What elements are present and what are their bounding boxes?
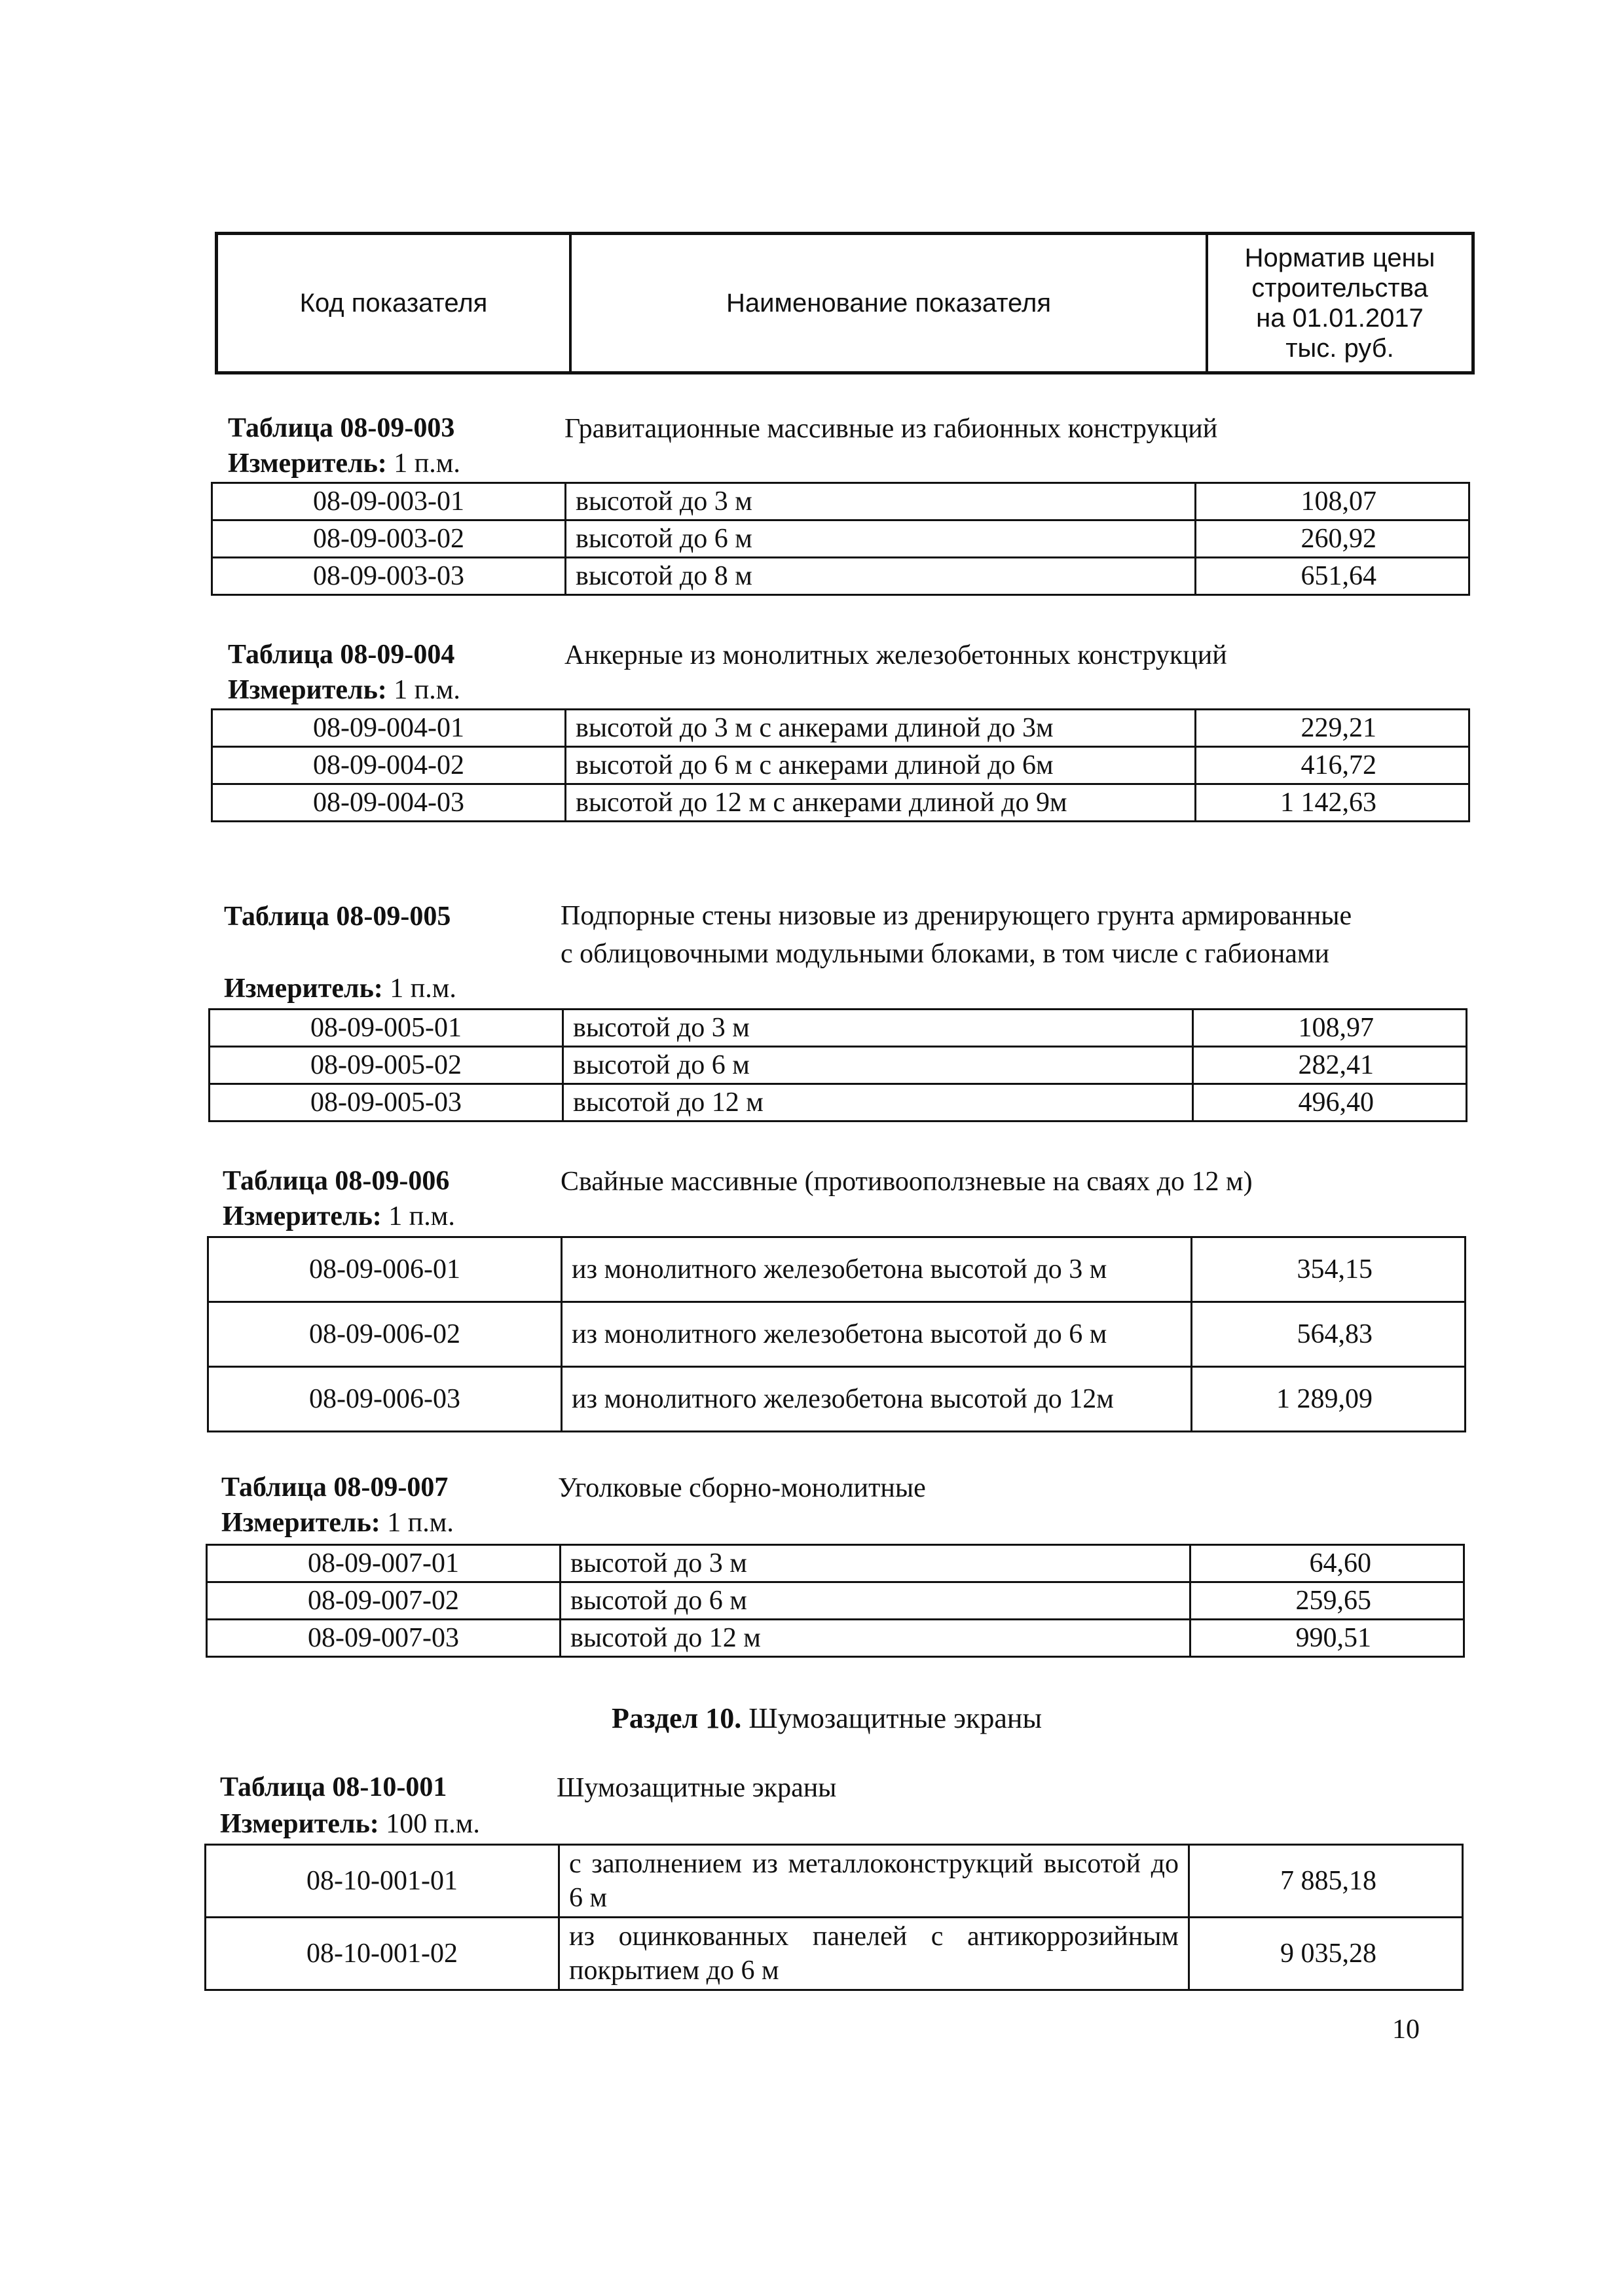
header-price-line: Норматив цены xyxy=(1244,244,1435,272)
unit-value: 1 п.м. xyxy=(390,974,456,1004)
table-label: Таблица 08-09-007 xyxy=(221,1472,449,1503)
data-table xyxy=(211,708,1470,822)
table-label: Таблица 08-09-003 xyxy=(228,413,455,443)
row-value: 416,72 xyxy=(1196,747,1469,784)
table-label: Таблица 08-10-001 xyxy=(220,1772,447,1802)
row-code: 08-09-003-02 xyxy=(212,520,566,558)
table-unit xyxy=(228,674,460,706)
table-row xyxy=(206,1845,1463,1918)
table-title-line: Подпорные стены низовые из дренирующего грунта армированные xyxy=(561,901,1352,931)
row-name: высотой до 8 м xyxy=(566,558,1196,595)
row-code: 08-09-005-01 xyxy=(210,1010,563,1047)
table-label: Таблица 08-09-004 xyxy=(228,640,455,670)
row-code: 08-09-003-03 xyxy=(212,558,566,595)
section-label: Раздел 10. xyxy=(612,1702,742,1734)
table-row xyxy=(210,1084,1467,1121)
header-col-price xyxy=(1208,235,1471,371)
table-row xyxy=(212,520,1469,558)
row-code: 08-09-004-03 xyxy=(212,784,566,822)
table-row xyxy=(208,1302,1466,1367)
row-name: высотой до 3 м xyxy=(561,1545,1190,1582)
row-code: 08-09-007-01 xyxy=(207,1545,561,1582)
row-value: 108,07 xyxy=(1196,483,1469,520)
table-unit xyxy=(221,1507,454,1539)
table-row xyxy=(212,483,1469,520)
data-table xyxy=(208,1008,1467,1122)
data-table xyxy=(211,482,1470,596)
row-value: 259,65 xyxy=(1190,1582,1464,1620)
table-row xyxy=(208,1237,1466,1302)
row-value: 9 035,28 xyxy=(1189,1918,1463,1990)
table-title: Шумозащитные экраны xyxy=(557,1773,837,1803)
row-name: из монолитного железобетона высотой до 12м xyxy=(562,1367,1192,1432)
table-label: Таблица 08-09-006 xyxy=(223,1166,450,1196)
table-unit xyxy=(223,1201,455,1232)
table-row xyxy=(212,558,1469,595)
row-code: 08-09-007-02 xyxy=(207,1582,561,1620)
row-name: высотой до 12 м xyxy=(561,1620,1190,1657)
row-name: с заполнением из металлоконструкций высотой до 6 м xyxy=(559,1845,1189,1918)
row-code: 08-09-005-03 xyxy=(210,1084,563,1121)
row-code: 08-09-004-01 xyxy=(212,710,566,747)
table-row xyxy=(212,784,1469,822)
unit-label: Измеритель: xyxy=(220,1809,379,1839)
header-price-line: строительства xyxy=(1251,274,1428,302)
row-name: высотой до 12 м с анкерами длиной до 9м xyxy=(566,784,1196,822)
header-price-line: тыс. руб. xyxy=(1285,334,1394,363)
table-row xyxy=(210,1010,1467,1047)
unit-label: Измеритель: xyxy=(224,974,383,1004)
data-table xyxy=(204,1844,1464,1991)
row-value: 564,83 xyxy=(1192,1302,1466,1367)
row-value: 1 289,09 xyxy=(1192,1367,1466,1432)
unit-label: Измеритель: xyxy=(221,1508,380,1538)
table-title: Уголковые сборно-монолитные xyxy=(558,1473,926,1503)
unit-value: 1 п.м. xyxy=(388,1201,455,1231)
page-number: 10 xyxy=(1392,2014,1420,2045)
table-unit xyxy=(228,448,460,479)
unit-label: Измеритель: xyxy=(228,448,387,479)
row-code: 08-09-003-01 xyxy=(212,483,566,520)
row-value: 260,92 xyxy=(1196,520,1469,558)
table-row xyxy=(207,1545,1464,1582)
table-row xyxy=(208,1367,1466,1432)
table-title: Свайные массивные (противооползневые на сваях до 12 м) xyxy=(561,1167,1253,1197)
row-value: 354,15 xyxy=(1192,1237,1466,1302)
row-code: 08-10-001-02 xyxy=(206,1918,559,1990)
table-row xyxy=(210,1047,1467,1084)
row-name: высотой до 6 м xyxy=(563,1047,1193,1084)
row-name: высотой до 6 м xyxy=(561,1582,1190,1620)
header-col-code: Код показателя xyxy=(218,235,572,371)
table-unit xyxy=(220,1808,480,1840)
unit-value: 100 п.м. xyxy=(386,1809,480,1839)
unit-label: Измеритель: xyxy=(228,675,387,705)
table-row xyxy=(207,1620,1464,1657)
row-value: 1 142,63 xyxy=(1196,784,1469,822)
row-name: высотой до 12 м xyxy=(563,1084,1193,1121)
row-name: высотой до 3 м xyxy=(563,1010,1193,1047)
data-table xyxy=(206,1544,1465,1658)
section-title: Шумозащитные экраны xyxy=(748,1702,1043,1734)
table-label: Таблица 08-09-005 xyxy=(224,902,451,932)
table-row xyxy=(207,1582,1464,1620)
unit-value: 1 п.м. xyxy=(387,1508,454,1538)
header-col-name: Наименование показателя xyxy=(572,235,1208,371)
row-name: высотой до 3 м с анкерами длиной до 3м xyxy=(566,710,1196,747)
row-value: 990,51 xyxy=(1190,1620,1464,1657)
row-value: 282,41 xyxy=(1193,1047,1467,1084)
row-value: 651,64 xyxy=(1196,558,1469,595)
row-name: высотой до 6 м с анкерами длиной до 6м xyxy=(566,747,1196,784)
row-code: 08-09-007-03 xyxy=(207,1620,561,1657)
unit-value: 1 п.м. xyxy=(394,448,460,479)
row-code: 08-09-004-02 xyxy=(212,747,566,784)
table-title: Гравитационные массивные из габионных конструкций xyxy=(564,414,1218,444)
row-code: 08-10-001-01 xyxy=(206,1845,559,1918)
section-heading xyxy=(612,1702,1042,1735)
row-value: 108,97 xyxy=(1193,1010,1467,1047)
row-value: 64,60 xyxy=(1190,1545,1464,1582)
row-code: 08-09-005-02 xyxy=(210,1047,563,1084)
table-unit xyxy=(224,973,456,1004)
data-table xyxy=(207,1236,1466,1432)
row-name: из монолитного железобетона высотой до 6 м xyxy=(562,1302,1192,1367)
table-row xyxy=(206,1918,1463,1990)
unit-value: 1 п.м. xyxy=(394,675,460,705)
row-name: из монолитного железобетона высотой до 3 м xyxy=(562,1237,1192,1302)
row-value: 496,40 xyxy=(1193,1084,1467,1121)
unit-label: Измеритель: xyxy=(223,1201,382,1231)
row-code: 08-09-006-01 xyxy=(208,1237,562,1302)
row-code: 08-09-006-03 xyxy=(208,1367,562,1432)
table-row xyxy=(212,747,1469,784)
row-value: 229,21 xyxy=(1196,710,1469,747)
row-name: высотой до 3 м xyxy=(566,483,1196,520)
table-title-line: с облицовочными модульными блоками, в том числе с габионами xyxy=(561,939,1329,969)
row-code: 08-09-006-02 xyxy=(208,1302,562,1367)
header-price-line: на 01.01.2017 xyxy=(1256,304,1424,333)
row-name: высотой до 6 м xyxy=(566,520,1196,558)
header-table xyxy=(215,232,1475,374)
row-value: 7 885,18 xyxy=(1189,1845,1463,1918)
table-row xyxy=(212,710,1469,747)
table-title: Анкерные из монолитных железобетонных конструкций xyxy=(564,640,1227,670)
row-name: из оцинкованных панелей с антикоррозийным покрытием до 6 м xyxy=(559,1918,1189,1990)
